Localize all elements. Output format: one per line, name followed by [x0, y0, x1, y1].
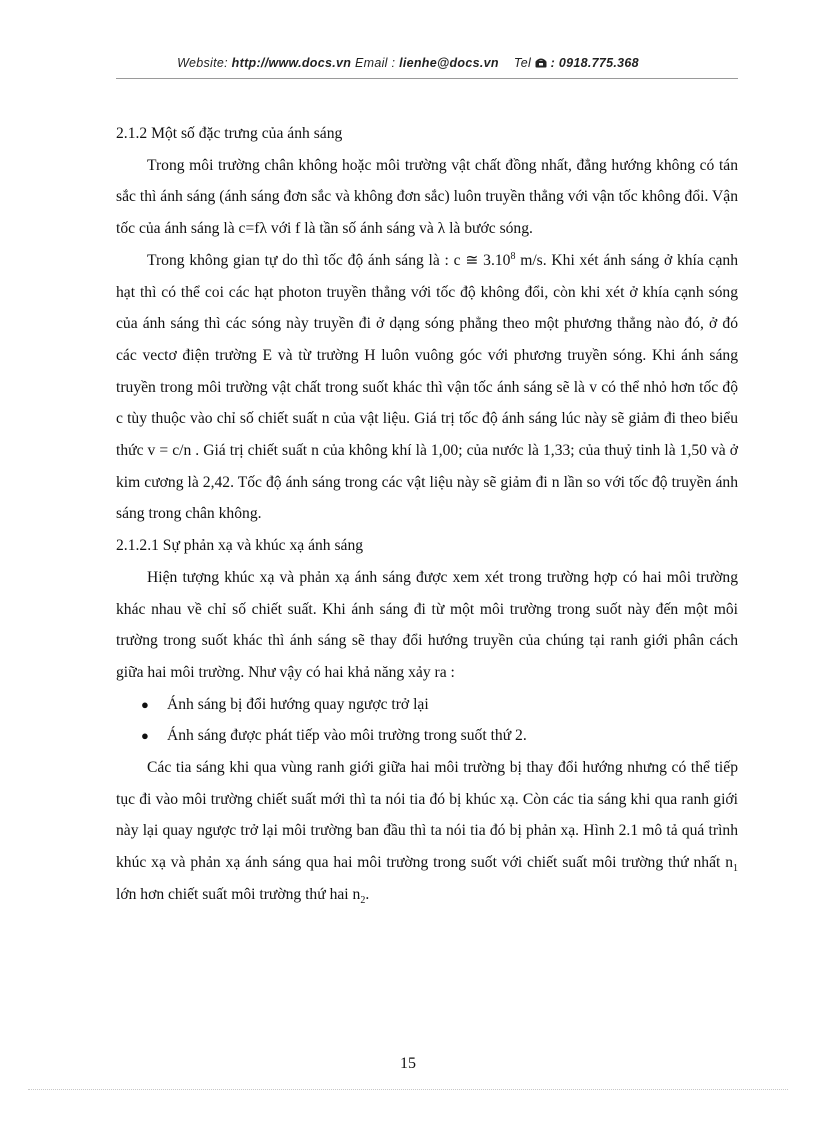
document-body [116, 118, 738, 911]
section-title: 2.1.2 Một số đặc trưng của ánh sáng [116, 125, 343, 142]
subsection-title: 2.1.2.1 Sự phản xạ và khúc xạ ánh sáng [116, 537, 364, 555]
email-label: Email : [351, 56, 400, 70]
bullet-icon: ● [141, 728, 149, 744]
list-item [116, 720, 738, 752]
list-item [116, 689, 738, 721]
bullet-list [116, 689, 738, 752]
list-item-text: Ánh sáng được phát tiếp vào môi trường trong suốt thứ 2. [167, 727, 527, 745]
paragraph-2-rest: m/s. Khi xét ánh sáng ở khía cạnh hạt thì có thể coi các hạt photon truyền thẳng với tốc độ không đổi, còn khi xét ở khía cạnh sóng của ánh sáng thì các sóng này truyền đi ở dạng sóng phẳng theo một phương thẳng nào đó, ở đó các vectơ điện trường E và từ trường H luôn vuông góc với phương truyền sóng. Khi ánh sáng truyền trong môi trường vật chất trong suốt khác thì vận tốc ánh sáng sẽ là v có thể nhỏ hơn tốc độ c tùy thuộc vào chỉ số chiết suất n của vật liệu. Giá trị tốc độ ánh sáng lúc này sẽ giảm đi theo biểu thức v = c/n . Giá trị chiết suất n của không khí là 1,00; của nước là 1,33; của thuỷ tinh là 1,50 và ở kim cương là 2,42. Tốc độ ánh sáng trong các vật liệu này sẽ giảm đi n lần so với tốc độ truyền ánh sáng trong chân không. [116, 251, 738, 523]
paragraph-4-end: . [365, 885, 370, 903]
page-header [0, 56, 816, 70]
paragraph-4 [116, 752, 738, 911]
subscript-2: 2 [360, 894, 366, 906]
paragraph-3: Hiện tượng khúc xạ và phản xạ ánh sáng được xem xét trong trường hợp có hai môi trường khác nhau về chỉ số chiết suất. Khi ánh sáng đi từ một môi trường trong suốt này đến một môi trường trong suốt khác thì ánh sáng sẽ thay đổi hướng truyền của chúng tại ranh giới phân cách giữa hai môi trường. Như vậy có hai khả năng xảy ra : [116, 568, 738, 681]
list-item-text: Ánh sáng bị đổi hướng quay ngược trở lại [167, 695, 429, 713]
phone-number: : 0918.775.368 [550, 56, 639, 70]
paragraph-4-middle: lớn hơn chiết suất môi trường thứ hai n [116, 885, 361, 903]
website-label: Website: [177, 56, 232, 70]
tel-label: Tel [513, 56, 535, 70]
exponent: 8 [510, 250, 516, 262]
bullet-icon: ● [141, 696, 149, 712]
page-number: 15 [400, 1055, 416, 1072]
subscript-1: 1 [733, 863, 738, 875]
footer-divider [28, 1089, 788, 1090]
phone-icon [535, 56, 551, 70]
paragraph-4-start: Các tia sáng khi qua vùng ranh giới giữa hai môi trường bị thay đổi hướng nhưng có thể tiếp tục đi vào môi trường chiết suất mới thì ta nói tia đó bị khúc xạ. Còn các tia sáng khi qua ranh giới này lại quay ngược trở lại môi trường ban đầu thì ta nói tia đó bị phản xạ. Hình 2.1 mô tả quá trình khúc xạ và phản xạ ánh sáng qua hai môi trường trong suốt với chiết suất môi trường thứ nhất n [116, 759, 738, 872]
header-divider [116, 78, 738, 79]
paragraph-1: Trong môi trường chân không hoặc môi trường vật chất đồng nhất, đẳng hướng không có tán sắc thì ánh sáng (ánh sáng đơn sắc và không đơn sắc) luôn truyền thẳng với vận tốc không đổi. Vận tốc của ánh sáng là c=fλ với f là tần số ánh sáng và λ là bước sóng. [116, 156, 738, 238]
website-link[interactable]: http://www.docs.vn [231, 56, 352, 70]
paragraph-2-start: Trong không gian tự do thì tốc độ ánh sáng là : c ≅ 3.10 [147, 251, 511, 269]
email-link[interactable]: lienhe@docs.vn [399, 56, 499, 70]
paragraph-2 [116, 245, 738, 530]
